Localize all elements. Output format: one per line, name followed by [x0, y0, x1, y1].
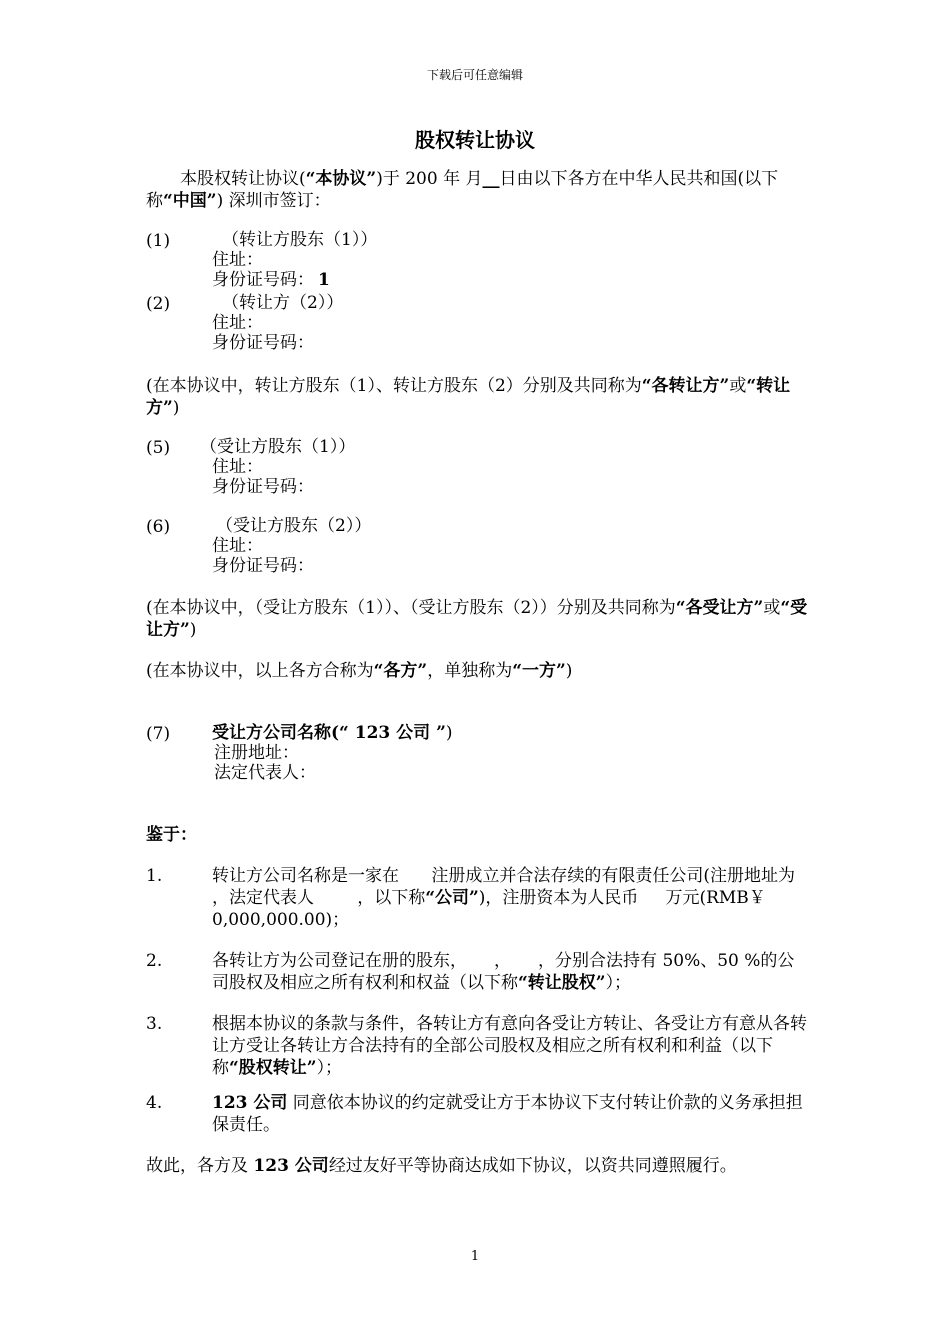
item3-text-1: 根据本协议的条款与条件，各转让方有意向各受让方转让、各受让方有意从各转让方受让各转让方合法持有的全部公司股权及相应之所有权利和利益（以下称	[212, 1014, 807, 1078]
party-5-block	[200, 437, 355, 497]
party-2-number: (2)	[146, 294, 171, 314]
closing-text-2: 经过友好平等协商达成如下协议，以资共同遵照履行。	[328, 1156, 737, 1176]
party-1-address: 住址：	[212, 250, 263, 270]
note3-text-3: )	[565, 661, 573, 681]
note1-text-3: )	[172, 398, 180, 418]
party-7-name	[212, 723, 452, 743]
party-5-id-label: 身份证号码：	[212, 477, 314, 497]
item2-text-1: 各转让方为公司登记在册的股东， ， ，分别合法持有 50%、50 %的公司股权及相应之所有权利和权益（以下称	[212, 951, 795, 993]
party-6-name: （受让方股东（2））	[216, 516, 372, 536]
intro-text-4: ) 深圳市签订：	[216, 191, 331, 211]
party-2-address: 住址：	[212, 313, 263, 333]
party-1-number: (1)	[146, 231, 171, 251]
note1-term-each-transferor: “各转让方”	[641, 376, 730, 396]
item3-text-2: ）；	[316, 1058, 343, 1078]
party-7-number: (7)	[146, 724, 171, 744]
whereas-item-1-number: 1.	[146, 866, 163, 886]
party-5-name: （受让方股东（1））	[200, 437, 356, 457]
closing-paragraph	[146, 1155, 808, 1177]
document-title: 股权转让协议	[415, 128, 535, 152]
note3-term-parties: “各方”	[373, 661, 428, 681]
whereas-heading: 鉴于：	[146, 825, 197, 845]
intro-text-3: 日由以下各方在中华人民共和国(以下称	[146, 169, 779, 211]
intro-text-2: )于 200 年 月	[376, 169, 483, 189]
party-1-block	[212, 230, 377, 290]
whereas-item-2-number: 2.	[146, 951, 163, 971]
item1-text-2: )，注册资本为人民币 万元(RMB￥ 0,000,000.00)；	[212, 888, 782, 930]
intro-term-china: “中国”	[163, 191, 217, 211]
note2-term-transferee: “受让方”	[146, 598, 808, 640]
item1-term-company: “公司”	[425, 888, 479, 908]
whereas-item-3-number: 3.	[146, 1014, 163, 1034]
intro-paragraph	[146, 168, 808, 212]
intro-text-1: 本股权转让协议(	[180, 169, 306, 189]
note3-text-1: (在本协议中，以上各方合称为	[146, 661, 374, 681]
party-7-block	[212, 723, 452, 783]
party-1-id-label: 身份证号码：	[212, 270, 314, 290]
party-7-name-tail: )	[445, 723, 453, 743]
parties-definition-note	[146, 660, 808, 682]
note3-term-party: “一方”	[512, 661, 566, 681]
note3-text-2: ，单独称为	[427, 661, 513, 681]
note1-term-transferor: “转让方”	[146, 376, 791, 418]
whereas-item-1	[212, 865, 904, 931]
whereas-item-2	[212, 950, 808, 994]
item2-term-transfer-equity: “转让股权”	[518, 973, 606, 993]
party-1-id-value: 1	[318, 270, 330, 290]
note2-term-each-transferee: “各受让方”	[675, 598, 764, 618]
party-7-legal-representative: 法定代表人：	[214, 763, 316, 783]
note1-text-2: 或	[729, 376, 747, 396]
party-7-company-name: 受让方公司名称(“ 123 公司 ”	[212, 723, 446, 743]
transferor-definition-note	[146, 375, 808, 419]
transferee-definition-note	[146, 597, 808, 641]
party-1-name: （转让方股东（1））	[222, 230, 378, 250]
party-6-block	[212, 516, 371, 576]
closing-text-1: 故此，各方及	[146, 1156, 254, 1176]
party-1-id	[212, 270, 377, 290]
closing-term-company-123: 123 公司	[253, 1156, 329, 1176]
party-7-registered-address: 注册地址：	[214, 743, 299, 763]
item2-text-2: ）；	[605, 973, 632, 993]
item1-text-1: 转让方公司名称是一家在 注册成立并合法存续的有限责任公司(注册地址为 ，法定代表人 ，以下称	[212, 866, 904, 908]
item3-term-equity-transfer: “股权转让”	[229, 1058, 317, 1078]
note2-text-3: )	[189, 620, 197, 640]
item4-text-1: 同意依本协议的约定就受让方于本协议下支付转让价款的义务承担担保责任。	[212, 1093, 803, 1135]
party-5-address: 住址：	[212, 457, 263, 477]
whereas-item-3	[212, 1013, 808, 1079]
party-2-name: （转让方（2））	[222, 293, 344, 313]
note2-text-1: (在本协议中，（受让方股东（1））、（受让方股东（2））分别及共同称为	[146, 598, 676, 618]
intro-day-blank: __	[482, 169, 500, 189]
party-2-id-label: 身份证号码：	[212, 333, 314, 353]
party-2-block	[212, 293, 343, 353]
party-6-address: 住址：	[212, 536, 263, 556]
item4-term-company-123: 123 公司	[212, 1093, 288, 1113]
note2-text-2: 或	[763, 598, 781, 618]
page-number: 1	[470, 1249, 480, 1264]
party-6-number: (6)	[146, 517, 171, 537]
note1-text-1: (在本协议中，转让方股东（1）、转让方股东（2）分别及共同称为	[146, 376, 642, 396]
intro-term-agreement: “本协议”	[305, 169, 377, 189]
page-header-note: 下载后可任意编辑	[426, 68, 523, 82]
whereas-item-4	[212, 1092, 808, 1136]
party-5-number: (5)	[146, 438, 171, 458]
party-6-id-label: 身份证号码：	[212, 556, 314, 576]
whereas-item-4-number: 4.	[146, 1093, 163, 1113]
